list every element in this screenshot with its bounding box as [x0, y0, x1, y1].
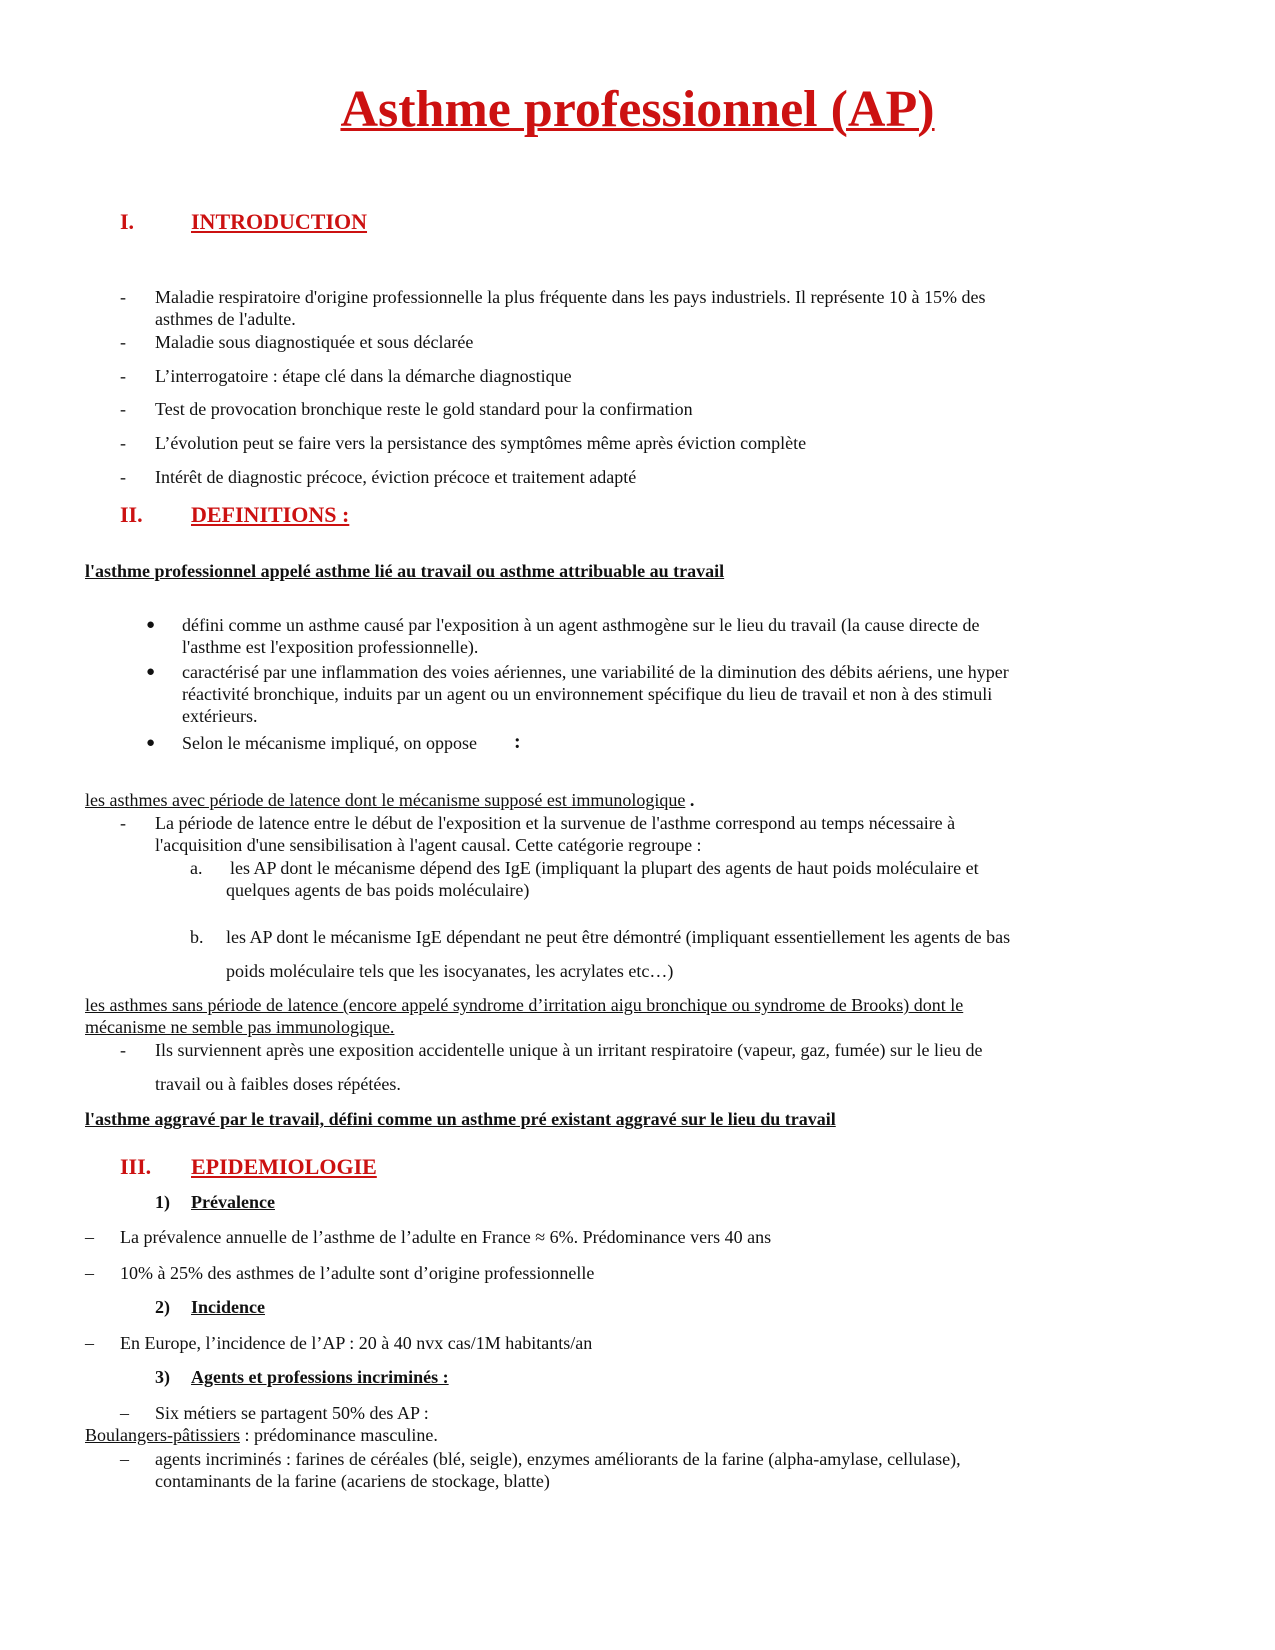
section-number-epidemiology: III.: [120, 1154, 152, 1179]
list-dash: -: [120, 287, 126, 307]
list-dash: -: [120, 399, 126, 419]
intro-item: asthmes de l'adulte.: [155, 309, 296, 329]
prevalence-item: 10% à 25% des asthmes de l’adulte sont d’origine professionnelle: [120, 1263, 595, 1283]
subsection-number: 2): [155, 1297, 170, 1317]
incidence-item: En Europe, l’incidence de l’AP : 20 à 40 nvx cas/1M habitants/an: [120, 1333, 593, 1353]
boulangers-rest: : prédominance masculine.: [239, 1425, 438, 1445]
definition-bullet: défini comme un asthme causé par l'exposition à un agent asthmogène sur le lieu du travail (la cause directe de: [182, 615, 980, 635]
section-title-intro: INTRODUCTION: [191, 209, 368, 234]
list-dash: -: [120, 1040, 126, 1060]
list-dash: -: [120, 813, 126, 833]
latence-text: l'acquisition d'une sensibilisation à l'agent causal. Cette catégorie regroupe :: [155, 835, 702, 855]
sub-a-text: quelques agents de bas poids moléculaire): [226, 880, 530, 900]
sans-latence-heading: mécanisme ne semble pas immunologique.: [85, 1017, 395, 1037]
sub-b-text: poids moléculaire tels que les isocyanates, les acrylates etc…): [226, 961, 674, 981]
sub-a-label: a.: [190, 858, 203, 878]
subsection-number: 1): [155, 1192, 170, 1212]
subsection-title-prevalence: Prévalence: [191, 1192, 275, 1212]
list-dash: –: [120, 1403, 129, 1423]
agents-detail: agents incriminés : farines de céréales (blé, seigle), enzymes améliorants de la farine (alpha-amylase, cellulase),: [155, 1449, 961, 1469]
bullet-icon: ●: [146, 664, 156, 680]
intro-item: L’interrogatoire : étape clé dans la démarche diagnostique: [155, 366, 572, 386]
definition-bullet: Selon le mécanisme impliqué, on oppose: [182, 733, 477, 753]
list-dash: -: [120, 467, 126, 487]
boulangers-label: Boulangers-pâtissiers: [85, 1425, 240, 1445]
subsection-number: 3): [155, 1367, 170, 1387]
agents-item: Six métiers se partagent 50% des AP :: [155, 1403, 429, 1423]
definition-bullet: réactivité bronchique, induits par un agent ou un environnement spécifique du lieu de travail et non à des stimuli: [182, 684, 993, 704]
intro-item: Intérêt de diagnostic précoce, éviction précoce et traitement adapté: [155, 467, 637, 487]
sub-b-text: les AP dont le mécanisme IgE dépendant ne peut être démontré (impliquant essentiellement les agents de bas: [226, 927, 1011, 947]
section-title-definitions: DEFINITIONS :: [191, 502, 350, 527]
definition-bullet: extérieurs.: [182, 706, 258, 726]
colon-mark: :: [514, 731, 521, 753]
definition-heading: l'asthme professionnel appelé asthme lié au travail ou asthme attribuable au travail: [85, 561, 725, 581]
intro-item: Test de provocation bronchique reste le gold standard pour la confirmation: [155, 399, 693, 419]
prevalence-item: La prévalence annuelle de l’asthme de l’adulte en France ≈ 6%. Prédominance vers 40 ans: [120, 1227, 772, 1247]
section-title-epidemiology: EPIDEMIOLOGIE: [191, 1154, 377, 1179]
subsection-title-incidence: Incidence: [191, 1297, 265, 1317]
latence-heading-dot: .: [689, 790, 695, 810]
latence-heading: [85, 789, 694, 811]
section-number-intro: I.: [120, 209, 135, 234]
aggrave-heading: l'asthme aggravé par le travail, défini comme un asthme pré existant aggravé sur le lieu du travail: [85, 1109, 836, 1129]
sans-latence-text: travail ou à faibles doses répétées.: [155, 1074, 401, 1094]
bullet-icon: ●: [146, 735, 156, 751]
intro-item: L’évolution peut se faire vers la persistance des symptômes même après éviction complète: [155, 433, 807, 453]
latence-text: La période de latence entre le début de l'exposition et la survenue de l'asthme correspond au temps nécessaire à: [155, 813, 956, 833]
definition-bullet: caractérisé par une inflammation des voies aériennes, une variabilité de la diminution des débits aériens, une hyper: [182, 662, 1009, 682]
sans-latence-heading: les asthmes sans période de latence (encore appelé syndrome d’irritation aigu bronchique ou syndrome de Brooks) dont le: [85, 995, 964, 1015]
sub-a-text: les AP dont le mécanisme dépend des IgE (impliquant la plupart des agents de haut poids moléculaire et: [230, 858, 979, 878]
intro-item: Maladie sous diagnostiquée et sous déclarée: [155, 332, 474, 352]
list-dash: –: [120, 1449, 129, 1469]
list-dash: –: [85, 1263, 94, 1283]
agents-detail: contaminants de la farine (acariens de stockage, blatte): [155, 1471, 550, 1491]
sub-b-label: b.: [190, 927, 204, 947]
boulangers-line: [85, 1424, 438, 1446]
section-number-definitions: II.: [120, 502, 143, 527]
sans-latence-text: Ils surviennent après une exposition accidentelle unique à un irritant respiratoire (vapeur, gaz, fumée) sur le lieu de: [155, 1040, 983, 1060]
definition-bullet: l'asthme est l'exposition professionnelle).: [182, 637, 479, 657]
list-dash: -: [120, 332, 126, 352]
list-dash: -: [120, 433, 126, 453]
list-dash: –: [85, 1227, 94, 1247]
list-dash: –: [85, 1333, 94, 1353]
page-title: Asthme professionnel (AP): [340, 81, 935, 138]
intro-item: Maladie respiratoire d'origine professionnelle la plus fréquente dans les pays industriels. Il représente 10 à 15% des: [155, 287, 986, 307]
bullet-icon: ●: [146, 617, 156, 633]
list-dash: -: [120, 366, 126, 386]
subsection-title-agents: Agents et professions incriminés :: [191, 1367, 449, 1387]
latence-heading-text: les asthmes avec période de latence dont le mécanisme supposé est immunologique: [85, 790, 686, 810]
